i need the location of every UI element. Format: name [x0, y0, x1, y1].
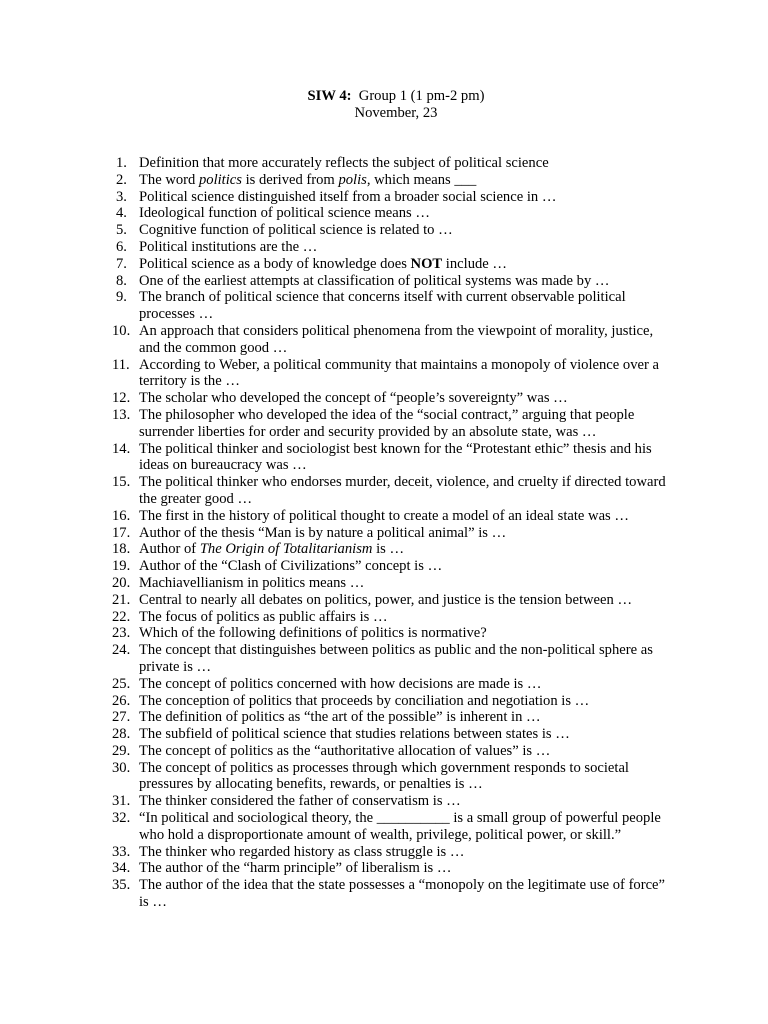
question-text: The subfield of political science that studies relations between states is …: [139, 726, 570, 743]
question-text: The thinker who regarded history as class struggle is …: [139, 843, 465, 860]
question-item: [112, 357, 672, 391]
question-number: 33.: [112, 843, 131, 860]
question-item: [112, 323, 672, 357]
question-text: An approach that considers political phenomena from the viewpoint of morality, justice, and the common good …: [139, 322, 654, 356]
question-item: [112, 844, 672, 861]
document-header: [0, 88, 768, 122]
question-item: [112, 541, 672, 558]
question-item: [112, 239, 672, 256]
question-text: [139, 256, 507, 272]
question-number: 19.: [112, 558, 131, 575]
question-text: Author of the thesis “Man is by nature a political animal” is …: [139, 524, 507, 541]
question-text: According to Weber, a political community that maintains a monopoly of violence over a territory is the …: [139, 356, 659, 390]
question-item: [112, 525, 672, 542]
question-item: [112, 810, 672, 844]
question-text: Central to nearly all debates on politics, power, and justice is the tension between …: [139, 591, 633, 608]
question-item: [112, 172, 672, 189]
question-number: 22.: [112, 608, 131, 625]
question-text: The author of the “harm principle” of liberalism is …: [139, 860, 452, 877]
question-number: 14.: [112, 440, 131, 457]
question-number: 32.: [112, 810, 131, 827]
question-text: Machiavellianism in politics means …: [139, 574, 365, 591]
question-text-part: Political science as a body of knowledge does: [139, 255, 411, 272]
question-item: [112, 609, 672, 626]
question-number: 20.: [112, 574, 131, 591]
header-date: November, 23: [354, 105, 438, 121]
question-item: [112, 289, 672, 323]
question-text: The branch of political science that concerns itself with current observable political processes …: [139, 289, 626, 323]
question-text: The author of the idea that the state possesses a “monopoly on the legitimate use of force” is …: [139, 877, 666, 911]
question-number: 15.: [112, 474, 131, 491]
question-number: 18.: [112, 541, 131, 558]
assignment-code: SIW 4:: [307, 88, 352, 104]
question-number: 17.: [112, 524, 131, 541]
question-number: 9.: [116, 289, 127, 306]
question-item: [112, 642, 672, 676]
question-item: [112, 441, 672, 475]
question-item: [112, 877, 672, 911]
question-number: 23.: [112, 625, 131, 642]
question-number: 31.: [112, 793, 131, 810]
question-text: Ideological function of political science means …: [139, 205, 430, 222]
question-item: [112, 592, 672, 609]
question-number: 10.: [112, 322, 131, 339]
question-text: One of the earliest attempts at classification of political systems was made by …: [139, 272, 610, 289]
question-number: 35.: [112, 877, 131, 894]
question-text: Political institutions are the …: [139, 238, 318, 255]
question-item: [112, 222, 672, 239]
question-text: The concept of politics concerned with how decisions are made is …: [139, 675, 542, 692]
question-text: The concept of politics as processes through which government responds to societal pressures by allocating benefits, rewards, or penalties is …: [139, 759, 629, 793]
question-item: [112, 676, 672, 693]
question-item: [112, 273, 672, 290]
question-item: [112, 693, 672, 710]
question-number: 13.: [112, 406, 131, 423]
question-text-part: The Origin of Totalitarianism: [199, 541, 373, 558]
question-text: Cognitive function of political science is related to …: [139, 222, 453, 239]
question-text: Political science distinguished itself from a broader social science in …: [139, 188, 557, 205]
question-number: 27.: [112, 709, 131, 726]
question-number: 11.: [112, 356, 130, 373]
question-text: “In political and sociological theory, the __________ is a small group of powerful people who hold a disproportionate amount of wealth, privilege, political power, or skill.”: [139, 810, 661, 843]
question-text: The definition of politics as “the art of the possible” is inherent in …: [139, 709, 541, 726]
group-label: Group 1 (1 pm-2 pm): [358, 88, 485, 104]
question-text: The concept of politics as the “authoritative allocation of values” is …: [139, 742, 551, 759]
question-number: 24.: [112, 642, 131, 659]
question-text: The scholar who developed the concept of “people’s sovereignty” was …: [139, 390, 568, 407]
question-text-part: is derived from: [241, 171, 339, 188]
question-text: [139, 172, 476, 188]
question-item: [112, 189, 672, 206]
question-item: [112, 508, 672, 525]
question-number: 6.: [116, 238, 127, 255]
question-item: [112, 625, 672, 642]
question-item: [112, 155, 672, 172]
question-item: [112, 793, 672, 810]
question-number: 8.: [116, 272, 127, 289]
question-item: [112, 205, 672, 222]
question-number: 30.: [112, 759, 131, 776]
question-number: 29.: [112, 742, 131, 759]
question-text: The concept that distinguishes between politics as public and the non-political sphere as private is …: [139, 642, 653, 675]
question-text-part: include …: [442, 255, 508, 272]
question-text-part: The word: [139, 171, 199, 188]
question-item: [112, 575, 672, 592]
question-text-part: is …: [372, 541, 405, 558]
question-text: The conception of politics that proceeds by conciliation and negotiation is …: [139, 692, 590, 709]
question-item: [112, 760, 672, 794]
question-number: 1.: [116, 155, 127, 171]
question-text-part: NOT: [410, 255, 443, 272]
question-list: [112, 155, 672, 911]
question-item: [112, 407, 672, 441]
question-text: The focus of politics as public affairs is …: [139, 608, 388, 625]
question-text-part: polis: [338, 171, 367, 188]
question-item: [112, 726, 672, 743]
question-text: Author of the “Clash of Civilizations” concept is …: [139, 558, 443, 575]
question-number: 7.: [116, 255, 127, 272]
header-line-1: [0, 88, 768, 105]
question-number: 2.: [116, 171, 127, 188]
question-item: [112, 474, 672, 508]
question-text: The first in the history of political thought to create a model of an ideal state was …: [139, 507, 629, 524]
question-text-part: Author of: [139, 541, 200, 558]
question-item: [112, 743, 672, 760]
question-text: The philosopher who developed the idea of the “social contract,” arguing that people surrender liberties for order and security provided by an absolute state, was …: [139, 406, 635, 440]
question-number: 3.: [116, 188, 127, 205]
question-text: Definition that more accurately reflects the subject of political science: [139, 155, 549, 171]
question-number: 34.: [112, 860, 131, 877]
question-text: The thinker considered the father of conservatism is …: [139, 793, 461, 810]
question-number: 21.: [112, 591, 131, 608]
question-number: 5.: [116, 222, 127, 239]
question-text: [139, 541, 404, 557]
question-text: Which of the following definitions of politics is normative?: [139, 625, 487, 642]
question-number: 12.: [112, 390, 131, 407]
question-number: 4.: [116, 205, 127, 222]
question-text: The political thinker and sociologist best known for the “Protestant ethic” thesis and his ideas on bureaucracy was …: [139, 440, 652, 474]
question-text-part: politics: [198, 171, 242, 188]
question-item: [112, 558, 672, 575]
question-item: [112, 709, 672, 726]
question-number: 28.: [112, 726, 131, 743]
question-text: The political thinker who endorses murder, deceit, violence, and cruelty if directed toward the greater good …: [139, 474, 666, 507]
question-number: 16.: [112, 507, 131, 524]
question-item: [112, 860, 672, 877]
question-text-part: , which means ___: [366, 171, 477, 188]
question-number: 26.: [112, 692, 131, 709]
question-item: [112, 256, 672, 273]
question-item: [112, 390, 672, 407]
question-number: 25.: [112, 675, 131, 692]
